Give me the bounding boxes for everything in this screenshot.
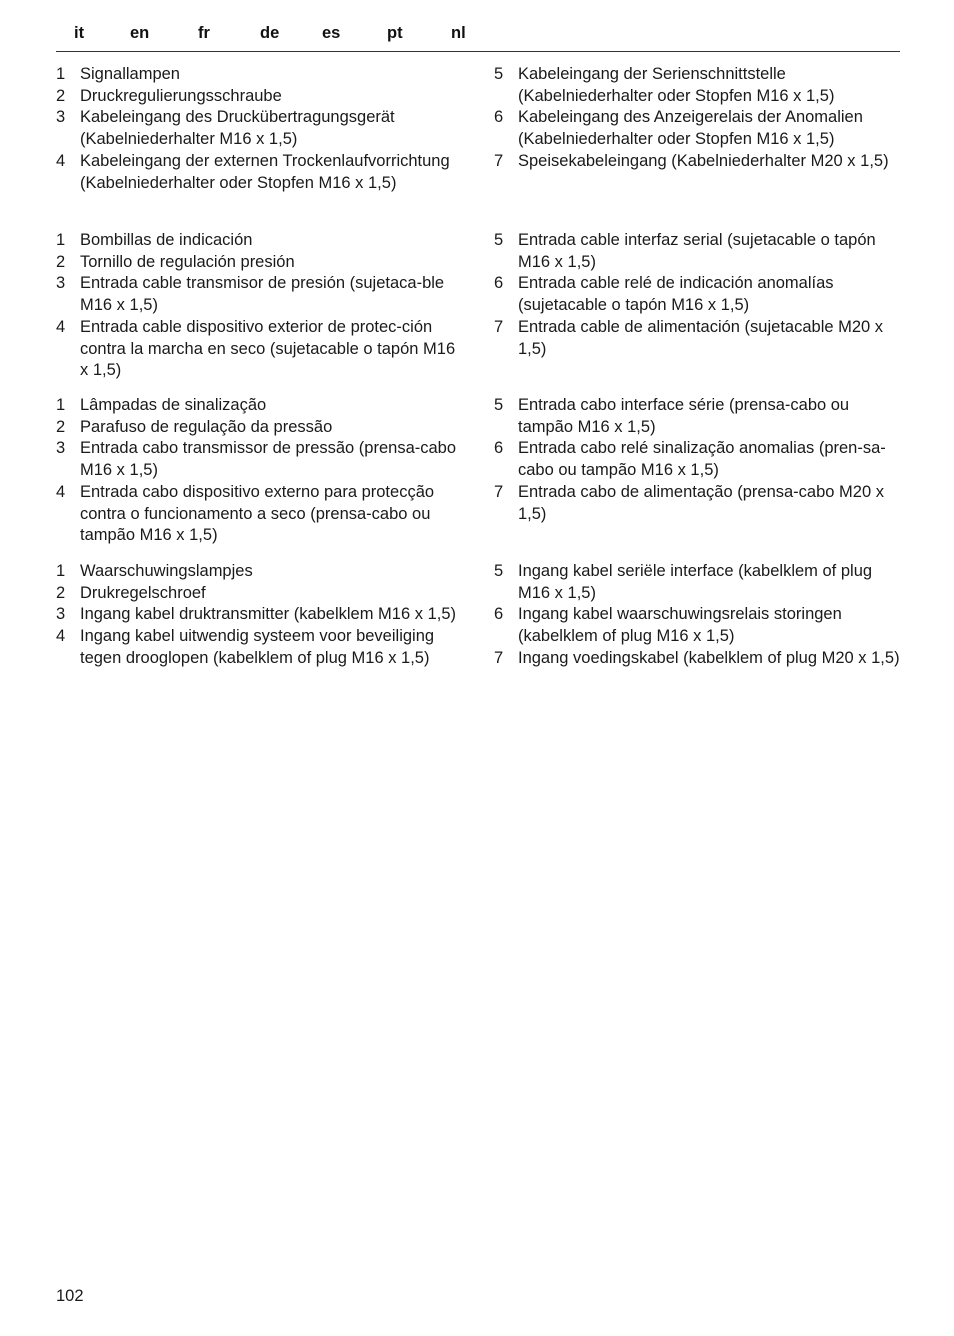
item-number: 4: [56, 317, 66, 336]
tab-es[interactable]: es: [322, 24, 341, 42]
item-text: Tornillo de regulación presión: [80, 252, 295, 271]
item-text: Ingang kabel uitwendig systeem voor beveiliging tegen drooglopen (kabelklem of plug M16 x 1,5): [80, 627, 435, 667]
tab-en[interactable]: en: [130, 24, 150, 42]
item-text: Speisekabeleingang (Kabelniederhalter M20 x 1,5): [518, 151, 889, 170]
tab-pt[interactable]: pt: [387, 24, 403, 42]
item-number: 1: [56, 396, 66, 414]
legend-column-left: [56, 561, 466, 670]
item-text: Entrada cable dispositivo exterior de protec-ción contra la marcha en seco (sujetacable o tapón M16 x 1,5): [80, 317, 456, 380]
item-number: 5: [494, 231, 504, 249]
legend-item: [56, 86, 466, 108]
item-number: 5: [494, 65, 504, 83]
item-number: 3: [56, 274, 66, 293]
legend-item: [56, 482, 466, 547]
item-text: Entrada cable relé de indicación anomalías (sujetacable o tapón M16 x 1,5): [518, 274, 834, 315]
legend-column-right: [494, 395, 900, 525]
legend-item: [56, 626, 466, 669]
item-text: Kabeleingang der externen Trockenlaufvorrichtung (Kabelniederhalter oder Stopfen M16 x 1,5): [80, 151, 450, 192]
item-number: 7: [494, 317, 504, 336]
legend-item: [56, 252, 466, 274]
item-number: 4: [56, 482, 66, 501]
item-text: Entrada cabo transmissor de pressão (prensa-cabo M16 x 1,5): [80, 439, 457, 480]
language-tab-bar: [56, 20, 900, 52]
legend-column-left: [56, 64, 466, 194]
item-text: Entrada cabo relé sinalização anomalias (pren-sa-cabo ou tampão M16 x 1,5): [518, 439, 886, 480]
item-number: 2: [56, 252, 66, 271]
legend-item: [494, 561, 900, 604]
legend-item: [494, 648, 900, 670]
item-number: 2: [56, 583, 66, 602]
legend-item: [56, 317, 466, 382]
item-number: 3: [56, 108, 66, 127]
legend-item: [494, 151, 900, 173]
item-text: Kabeleingang des Druckübertragungsgerät (Kabelniederhalter M16 x 1,5): [80, 108, 395, 149]
item-number: 5: [494, 562, 504, 580]
item-text: Entrada cabo dispositivo externo para protecção contra o funcionamento a seco (prensa-cabo ou tampão M16 x 1,5): [80, 482, 435, 545]
legend-item: [494, 317, 900, 360]
item-text: Entrada cable interfaz serial (sujetacable o tapón M16 x 1,5): [518, 231, 876, 271]
legend-item: [56, 273, 466, 316]
legend-item: [494, 604, 900, 647]
legend-item: [56, 107, 466, 150]
item-number: 5: [494, 396, 504, 414]
legend-column-right: [494, 64, 900, 173]
legend-item: [56, 417, 466, 439]
item-text: Entrada cable transmisor de presión (sujetaca-ble M16 x 1,5): [80, 274, 445, 315]
item-number: 4: [56, 151, 66, 170]
item-text: Ingang voedingskabel (kabelklem of plug M20 x 1,5): [518, 648, 900, 667]
legend-item: [494, 438, 900, 481]
legend-column-right: [494, 561, 900, 670]
legend-item: [494, 64, 900, 107]
item-number: 2: [56, 417, 66, 436]
legend-item: [56, 561, 466, 583]
legend-item: [494, 230, 900, 273]
item-number: 6: [494, 439, 504, 458]
item-number: 1: [56, 231, 66, 249]
item-text: Entrada cabo de alimentação (prensa-cabo M20 x 1,5): [518, 482, 884, 523]
item-text: Lâmpadas de sinalização: [80, 396, 267, 414]
item-text: Waarschuwingslampjes: [80, 562, 253, 580]
item-number: 3: [56, 439, 66, 458]
item-number: 7: [494, 648, 504, 667]
tab-it[interactable]: it: [74, 24, 85, 42]
legend-column-left: [56, 230, 466, 382]
legend-item: [494, 107, 900, 150]
item-number: 4: [56, 627, 66, 646]
item-text: Kabeleingang des Anzeigerelais der Anomalien (Kabelniederhalter oder Stopfen M16 x 1,5): [518, 108, 863, 149]
legend-item: [56, 64, 466, 86]
item-text: Ingang kabel waarschuwingsrelais storingen (kabelklem of plug M16 x 1,5): [518, 605, 842, 646]
item-number: 2: [56, 86, 66, 105]
legend-item: [56, 230, 466, 252]
item-text: Parafuso de regulação da pressão: [80, 417, 333, 436]
legend-column-left: [56, 395, 466, 547]
item-text: Drukregelschroef: [80, 583, 206, 602]
item-text: Bombillas de indicación: [80, 231, 253, 249]
item-number: 1: [56, 65, 66, 83]
item-text: Ingang kabel druktransmitter (kabelklem M16 x 1,5): [80, 605, 457, 624]
item-number: 6: [494, 108, 504, 127]
item-number: 7: [494, 151, 504, 170]
tab-nl[interactable]: nl: [451, 24, 466, 42]
item-text: Entrada cabo interface série (prensa-cabo ou tampão M16 x 1,5): [518, 396, 850, 436]
legend-item: [494, 395, 900, 438]
legend-item: [56, 438, 466, 481]
item-text: Ingang kabel seriële interface (kabelklem of plug M16 x 1,5): [518, 562, 873, 602]
item-text: Signallampen: [80, 65, 180, 83]
item-text: Druckregulierungsschraube: [80, 86, 282, 105]
item-number: 1: [56, 562, 66, 580]
page-number: 102: [56, 1287, 84, 1305]
item-text: Entrada cable de alimentación (sujetacable M20 x 1,5): [518, 317, 884, 358]
tab-fr[interactable]: fr: [198, 24, 210, 42]
tab-de[interactable]: de: [260, 24, 280, 42]
item-number: 6: [494, 605, 504, 624]
legend-item: [56, 583, 466, 605]
item-number: 6: [494, 274, 504, 293]
legend-item: [494, 273, 900, 316]
item-number: 3: [56, 605, 66, 624]
legend-item: [494, 482, 900, 525]
item-number: 7: [494, 482, 504, 501]
legend-item: [56, 604, 466, 626]
legend-item: [56, 151, 466, 194]
item-text: Kabeleingang der Serienschnittstelle (Kabelniederhalter oder Stopfen M16 x 1,5): [518, 65, 835, 105]
legend-column-right: [494, 230, 900, 360]
legend-item: [56, 395, 466, 417]
